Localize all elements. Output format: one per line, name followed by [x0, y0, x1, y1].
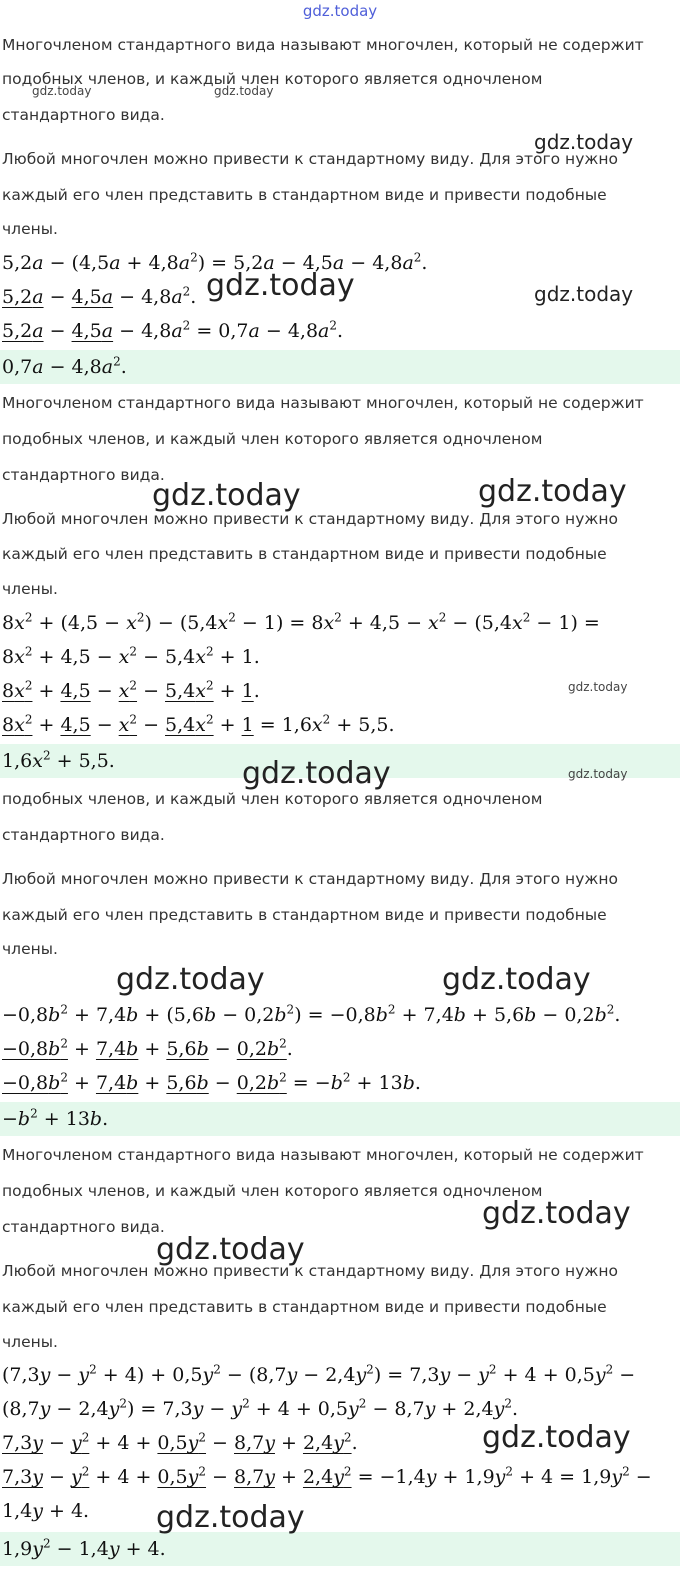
watermark: gdz.today	[442, 962, 591, 997]
definition-line: стандартного вида.	[2, 466, 165, 484]
watermark: gdz.today	[534, 282, 634, 306]
math-step: $5,2a - 4,5a - 4,8a^2 = 0,7a - 4,8a^2$.	[2, 320, 344, 342]
rule-line: Любой многочлен можно привести к стандартному виду. Для этого нужно	[2, 150, 618, 168]
math-step: $(8,7y - 2,4y^2) = 7,3y - y^2 + 4 + 0,5y^2 - 8,7y + 2,4y^2$.	[2, 1398, 518, 1420]
definition-line: стандартного вида.	[2, 106, 165, 124]
math-step: $7,3y - y^2 + 4 + 0,5y^2 - 8,7y + 2,4y^2$.	[2, 1432, 358, 1454]
rule-line: каждый его член представить в стандартном виде и привести подобные	[2, 1298, 607, 1316]
watermark: gdz.today	[214, 84, 274, 98]
rule-line: члены.	[2, 220, 58, 238]
definition-line: стандартного вида.	[2, 1218, 165, 1236]
watermark: gdz.today	[116, 962, 265, 997]
rule-line: члены.	[2, 580, 58, 598]
watermark: gdz.today	[32, 84, 92, 98]
definition-line: подобных членов, и каждый член которого является одночленом	[2, 790, 543, 808]
math-step: $-0,8b^2 + 7,4b + 5,6b - 0,2b^2 = -b^2 + 13b$.	[2, 1072, 421, 1094]
watermark: gdz.today	[156, 1232, 305, 1267]
math-step: $-0,8b^2 + 7,4b + (5,6b - 0,2b^2) = -0,8b^2 + 7,4b + 5,6b - 0,2b^2$.	[2, 1004, 621, 1026]
rule-line: каждый его член представить в стандартном виде и привести подобные	[2, 186, 607, 204]
rule-line: каждый его член представить в стандартном виде и привести подобные	[2, 545, 607, 563]
math-step: $(7,3y - y^2 + 4) + 0,5y^2 - (8,7y - 2,4y^2) = 7,3y - y^2 + 4 + 0,5y^2$ −	[2, 1364, 636, 1386]
rule-line: Любой многочлен можно привести к стандартному виду. Для этого нужно	[2, 1262, 618, 1280]
definition-line: Многочленом стандартного вида называют многочлен, который не содержит	[2, 394, 644, 412]
rule-line: Любой многочлен можно привести к стандартному виду. Для этого нужно	[2, 510, 618, 528]
definition-line: Многочленом стандартного вида называют многочлен, который не содержит	[2, 1146, 644, 1164]
rule-line: члены.	[2, 1333, 58, 1351]
answer-value: $-b^2 + 13b$.	[2, 1108, 109, 1130]
watermark: gdz.today	[568, 680, 628, 694]
definition-line: подобных членов, и каждый член которого является одночленом	[2, 1182, 543, 1200]
watermark: gdz.today	[242, 756, 391, 791]
answer-value: $0,7a - 4,8a^2$.	[2, 356, 127, 378]
math-step: 1,4y + 4.	[2, 1500, 90, 1522]
watermark: gdz.today	[482, 1196, 631, 1231]
math-step: $7,3y - y^2 + 4 + 0,5y^2 - 8,7y + 2,4y^2 = -1,4y + 1,9y^2 + 4 = 1,9y^2$ −	[2, 1466, 652, 1488]
answer-value: $1,6x^2 + 5,5$.	[2, 750, 115, 772]
math-step: $-0,8b^2 + 7,4b + 5,6b - 0,2b^2$.	[2, 1038, 293, 1060]
site-logo[interactable]: gdz.today	[302, 2, 378, 20]
rule-line: члены.	[2, 940, 58, 958]
watermark: gdz.today	[156, 1500, 305, 1535]
definition-line: стандартного вида.	[2, 826, 165, 844]
answer-value: $1,9y^2 - 1,4y + 4$.	[2, 1538, 166, 1560]
rule-line: каждый его член представить в стандартном виде и привести подобные	[2, 906, 607, 924]
answer-box	[0, 1102, 680, 1136]
math-step: $5,2a - 4,5a - 4,8a^2$.	[2, 286, 197, 308]
definition-line: Многочленом стандартного вида называют многочлен, который не содержит	[2, 36, 644, 54]
watermark: gdz.today	[568, 767, 628, 781]
math-step: $8x^2 + (4,5 - x^2) - (5,4x^2 - 1) = 8x^2 + 4,5 - x^2 - (5,4x^2 - 1)$ =	[2, 612, 600, 634]
watermark: gdz.today	[478, 474, 627, 509]
answer-box	[0, 1532, 680, 1566]
watermark: gdz.today	[482, 1420, 631, 1455]
math-step: $8x^2 + 4,5 - x^2 - 5,4x^2 + 1$.	[2, 680, 260, 702]
watermark: gdz.today	[206, 268, 355, 303]
definition-line: подобных членов, и каждый член которого является одночленом	[2, 430, 543, 448]
answer-box	[0, 350, 680, 384]
math-step: $5,2a - (4,5a + 4,8a^2) = 5,2a - 4,5a - 4,8a^2$.	[2, 252, 428, 274]
watermark: gdz.today	[534, 130, 634, 154]
definition-line: подобных членов, и каждый член которого является одночленом	[2, 70, 543, 88]
math-step: $8x^2 + 4,5 - x^2 - 5,4x^2 + 1$.	[2, 646, 260, 668]
math-step: $8x^2 + 4,5 - x^2 - 5,4x^2 + 1 = 1,6x^2 + 5,5$.	[2, 714, 395, 736]
rule-line: Любой многочлен можно привести к стандартному виду. Для этого нужно	[2, 870, 618, 888]
watermark: gdz.today	[152, 478, 301, 513]
